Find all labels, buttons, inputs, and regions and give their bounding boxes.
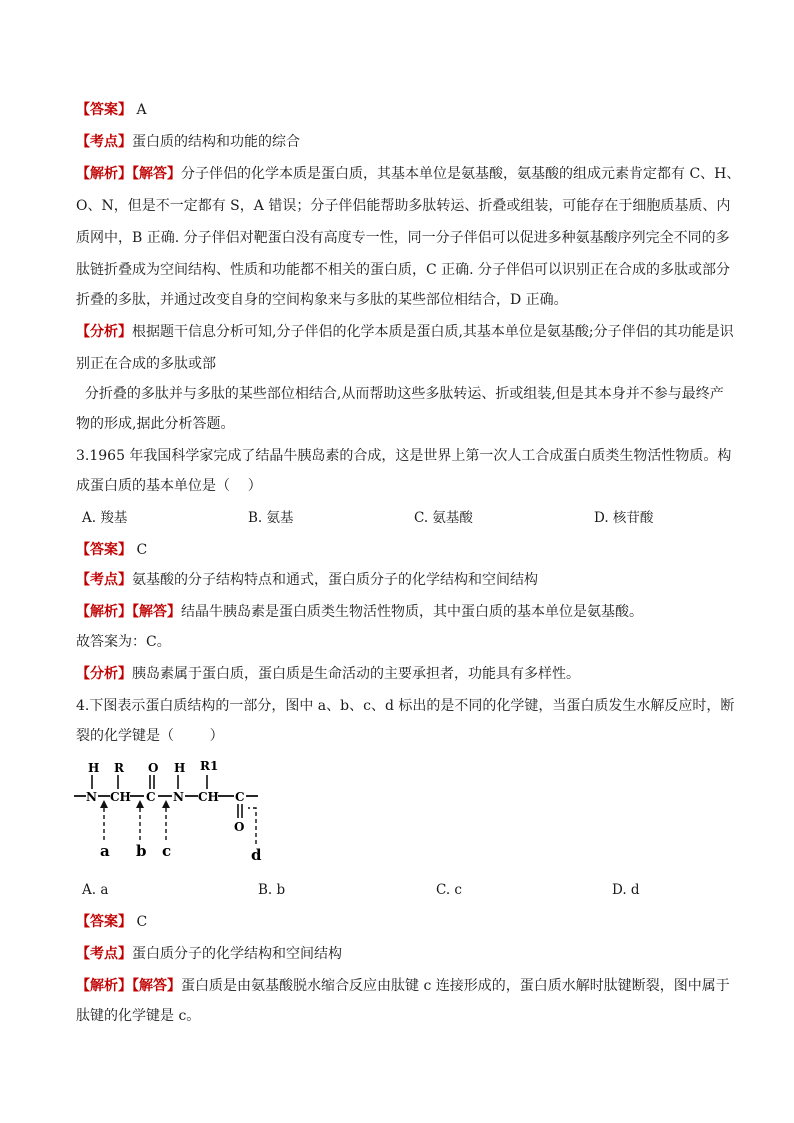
- fenxi-text: 根据题干信息分析可知,分子伴侣的化学本质是蛋白质,其基本单位是氨基酸;分子伴侣的其功能是识: [132, 324, 734, 340]
- answer-tag: 【答案】: [76, 914, 132, 930]
- q2-jiexi-line: 肽链折叠成为空间结构、性质和功能都不相关的蛋白质，C 正确. 分子伴侣可以识别正在合成的多肽或部分: [76, 262, 731, 278]
- bond-label-c: c: [162, 842, 172, 860]
- atom-r: R: [114, 761, 124, 775]
- jiexi-text: 蛋白质是由氨基酸脱水缩合反应由肽键 c 连接形成的，蛋白质水解时肽键断裂，图中属于: [181, 978, 730, 994]
- kaodian-text: 蛋白质分子的化学结构和空间结构: [132, 946, 342, 962]
- q2-jiexi-line: 折叠的多肽，并通过改变自身的空间构象来与多肽的某些部位相结合，D 正确。: [76, 292, 568, 308]
- q3-option-d: D. 核苷酸: [594, 510, 654, 526]
- kaodian-text: 氨基酸的分子结构特点和通式，蛋白质分子的化学结构和空间结构: [132, 572, 538, 588]
- atom-o: O: [148, 761, 159, 775]
- q2-jiexi-line: O、N，但是不一定都有 S，A 错误；分子伴侣能帮助多肽转运、折叠或组装，可能存在于细胞质基质、内: [76, 198, 731, 214]
- q4-jiexi-line: [76, 976, 730, 996]
- bond-label-b: b: [136, 842, 147, 860]
- q4-kaodian-line: [76, 944, 726, 964]
- jiexi-text: 分子伴侣的化学本质是蛋白质，其基本单位是氨基酸，氨基酸的组成元素肯定都有 C、H、: [181, 166, 741, 182]
- q3-fenxi-line: [76, 664, 726, 684]
- q2-fenxi-line: [76, 322, 734, 342]
- jiexi-tag: 【解析】【解答】: [76, 978, 181, 994]
- q4-option-c: C. c: [436, 882, 462, 898]
- q2-fenxi-line: 别正在合成的多肽或部: [76, 356, 216, 372]
- q4-option-d: D. d: [612, 882, 640, 898]
- atom-r1: R1: [200, 759, 219, 773]
- q2-fenxi-line: 分折叠的多肽并与多肽的某些部位相结合,从而帮助这些多肽转运、折或组装,但是其本身并不参与最终产: [76, 386, 724, 402]
- atom-ch: CH: [110, 790, 131, 804]
- kaodian-tag: 【考点】: [76, 134, 132, 150]
- atom-n: N: [173, 790, 184, 804]
- atom-ch: CH: [198, 790, 219, 804]
- fenxi-text: 胰岛素属于蛋白质，蛋白质是生命活动的主要承担者，功能具有多样性。: [132, 666, 580, 682]
- kaodian-tag: 【考点】: [76, 946, 132, 962]
- q4-option-a: A. a: [82, 882, 109, 898]
- kaodian-tag: 【考点】: [76, 572, 132, 588]
- answer-value: A: [136, 102, 147, 118]
- q3-option-b: B. 氨基: [248, 510, 294, 526]
- answer-value: C: [136, 914, 148, 930]
- atom-o: O: [234, 820, 245, 834]
- q2-fenxi-line: 物的形成,据此分析答题。: [76, 416, 235, 432]
- q3-option-a: A. 羧基: [82, 510, 128, 526]
- answer-tag: 【答案】: [76, 542, 132, 558]
- jiexi-tag: 【解析】【解答】: [76, 166, 181, 182]
- q2-answer-line: [76, 100, 726, 120]
- q2-jiexi-line: 质网中，B 正确. 分子伴侣对靶蛋白没有高度专一性，同一分子伴侣可以促进多种氨基酸序列完全不同的多: [76, 230, 730, 246]
- q2-kaodian-line: [76, 132, 726, 152]
- q4-stem: 裂的化学键是（ ）: [76, 728, 224, 744]
- q4-option-b: B. b: [258, 882, 286, 898]
- jiexi-tag: 【解析】【解答】: [76, 604, 181, 620]
- jiexi-text: 结晶牛胰岛素是蛋白质类生物活性物质，其中蛋白质的基本单位是氨基酸。: [181, 604, 643, 620]
- bond-label-a: a: [100, 842, 110, 860]
- q3-stem: 成蛋白质的基本单位是（ ）: [76, 478, 262, 494]
- q3-conclusion: 故答案为：C。: [76, 634, 171, 650]
- atom-h: H: [174, 761, 186, 775]
- bond-label-d: d: [251, 846, 262, 864]
- atom-h: H: [88, 761, 100, 775]
- q4-answer-line: [76, 912, 726, 932]
- q3-stem: 3.1965 年我国科学家完成了结晶牛胰岛素的合成，这是世界上第一次人工合成蛋白质类生物活性物质。构: [76, 448, 732, 464]
- kaodian-text: 蛋白质的结构和功能的综合: [132, 134, 300, 150]
- atom-c: C: [235, 790, 245, 804]
- peptide-structure-figure: [70, 756, 280, 866]
- q3-jiexi-line: [76, 602, 726, 622]
- q3-kaodian-line: [76, 570, 726, 590]
- q2-jiexi-line: [76, 164, 741, 184]
- answer-value: C: [136, 542, 148, 558]
- q3-answer-line: [76, 540, 726, 560]
- fenxi-tag: 【分析】: [76, 324, 132, 340]
- q3-option-c: C. 氨基酸: [414, 510, 473, 526]
- q4-stem: 4.下图表示蛋白质结构的一部分，图中 a、b、c、d 标出的是不同的化学键，当蛋白质发生水解反应时，断: [76, 698, 735, 714]
- q4-jiexi-line: 肽键的化学键是 c。: [76, 1008, 201, 1024]
- atom-c: C: [146, 790, 156, 804]
- answer-tag: 【答案】: [76, 102, 132, 118]
- fenxi-tag: 【分析】: [76, 666, 132, 682]
- atom-n: N: [86, 790, 97, 804]
